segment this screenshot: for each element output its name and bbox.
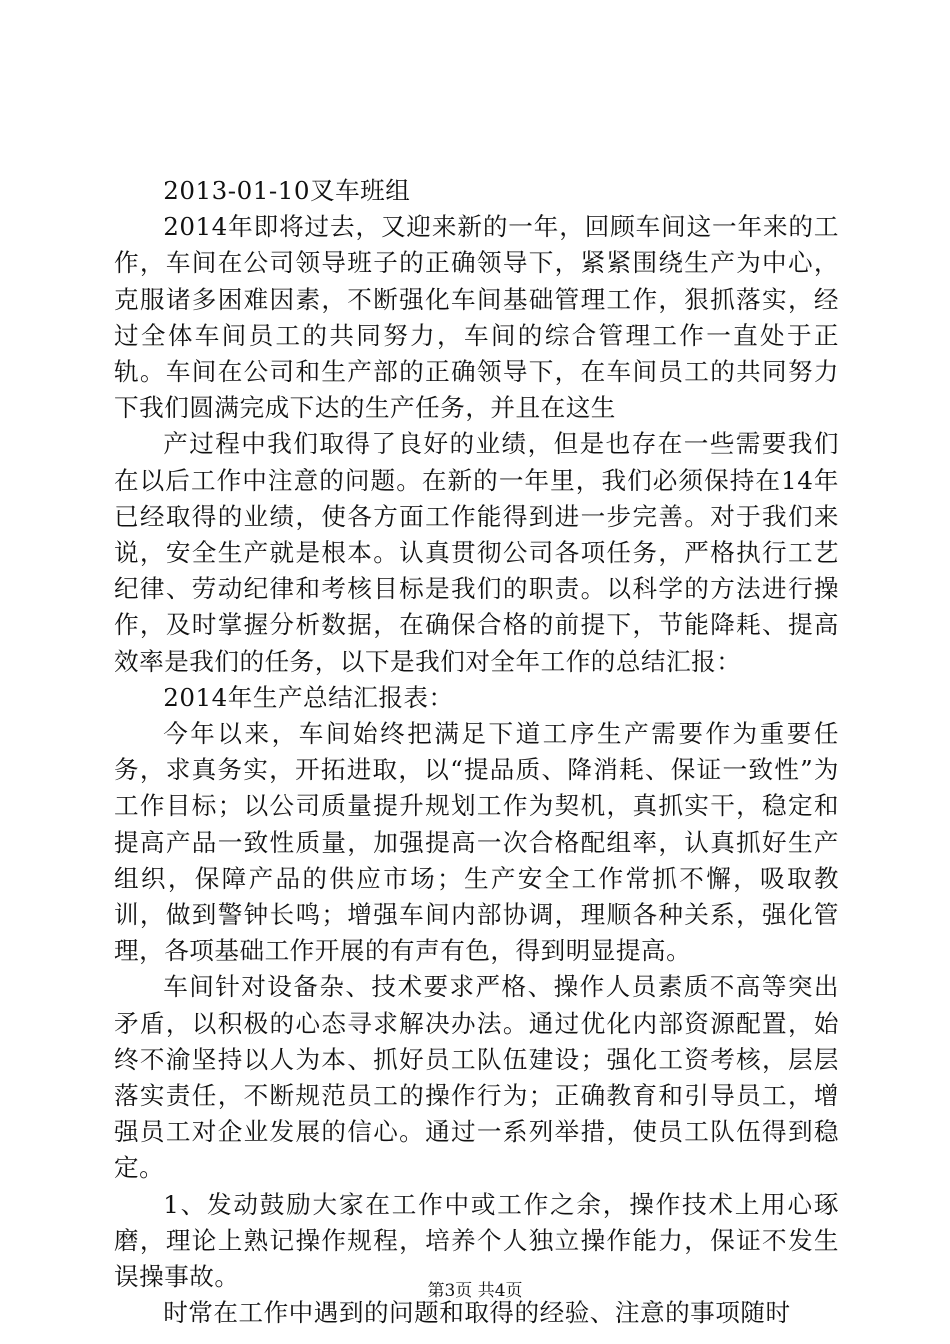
intro-paragraph: 2014年即将过去，又迎来新的一年，回顾车间这一年来的工作，车间在公司领导班子的正确领导下，紧紧围绕生产为中心，克服诸多困难因素，不断强化车间基础管理工作，狠抓落实，经过全体车间员工的共同努力，车间的综合管理工作一直处于正轨。车间在公司和生产部的正确领导下，在车间员工的共同努力下我们圆满完成下达的生产任务，并且在这生 — [114, 212, 839, 423]
report-table-heading: 2014年生产总结汇报表： — [163, 682, 454, 712]
list-item-1: 1、发动鼓励大家在工作中或工作之余，操作技术上用心琢磨，理论上熟记操作规程，培养个人独立操作能力，保证不发生误操事故。 — [114, 1189, 839, 1292]
continuation-paragraph: 产过程中我们取得了良好的业绩，但是也存在一些需要我们在以后工作中注意的问题。在新的一年里，我们必须保持在14年已经取得的业绩，使各方面工作能得到进一步完善。对于我们来说，安全生产就是根本。认真贯彻公司各项任务，严格执行工艺纪律、劳动纪律和考核目标是我们的职责。以科学的方法进行操作，及时掌握分析数据，在确保合格的前提下，节能降耗、提高效率是我们的任务，以下是我们对全年工作的总结汇报： — [114, 429, 839, 676]
page-footer: 第3页 共4页 — [427, 1281, 523, 1301]
staff-paragraph: 车间针对设备杂、技术要求严格、操作人员素质不高等突出矛盾，以积极的心态寻求解决办法。通过优化内部资源配置，始终不渝坚持以人为本、抓好员工队伍建设；强化工资考核，层层落实责任，不断规范员工的操作行为；正确教育和引导员工，增强员工对企业发展的信心。通过一系列举措，使员工队伍得到稳定。 — [114, 972, 839, 1183]
goals-paragraph: 今年以来，车间始终把满足下道工序生产需要作为重要任务，求真务实，开拓进取，以“提品质、降消耗、保证一致性”为工作目标；以公司质量提升规划工作为契机，真抓实干，稳定和提高产品一致性质量，加强提高一次合格配组率，认真抓好生产组织，保障产品的供应市场；生产安全工作常抓不懈，吸取教训，做到警钟长鸣；增强车间内部协调，理顺各种关系，强化管理，各项基础工作开展的有声有色，得到明显提高。 — [114, 719, 839, 966]
document-body — [114, 173, 839, 1332]
trailing-paragraph: 时常在工作中遇到的问题和取得的经验、注意的事项随时 — [163, 1298, 791, 1328]
date-heading-line: 2013-01-10叉车班组 — [163, 176, 411, 205]
